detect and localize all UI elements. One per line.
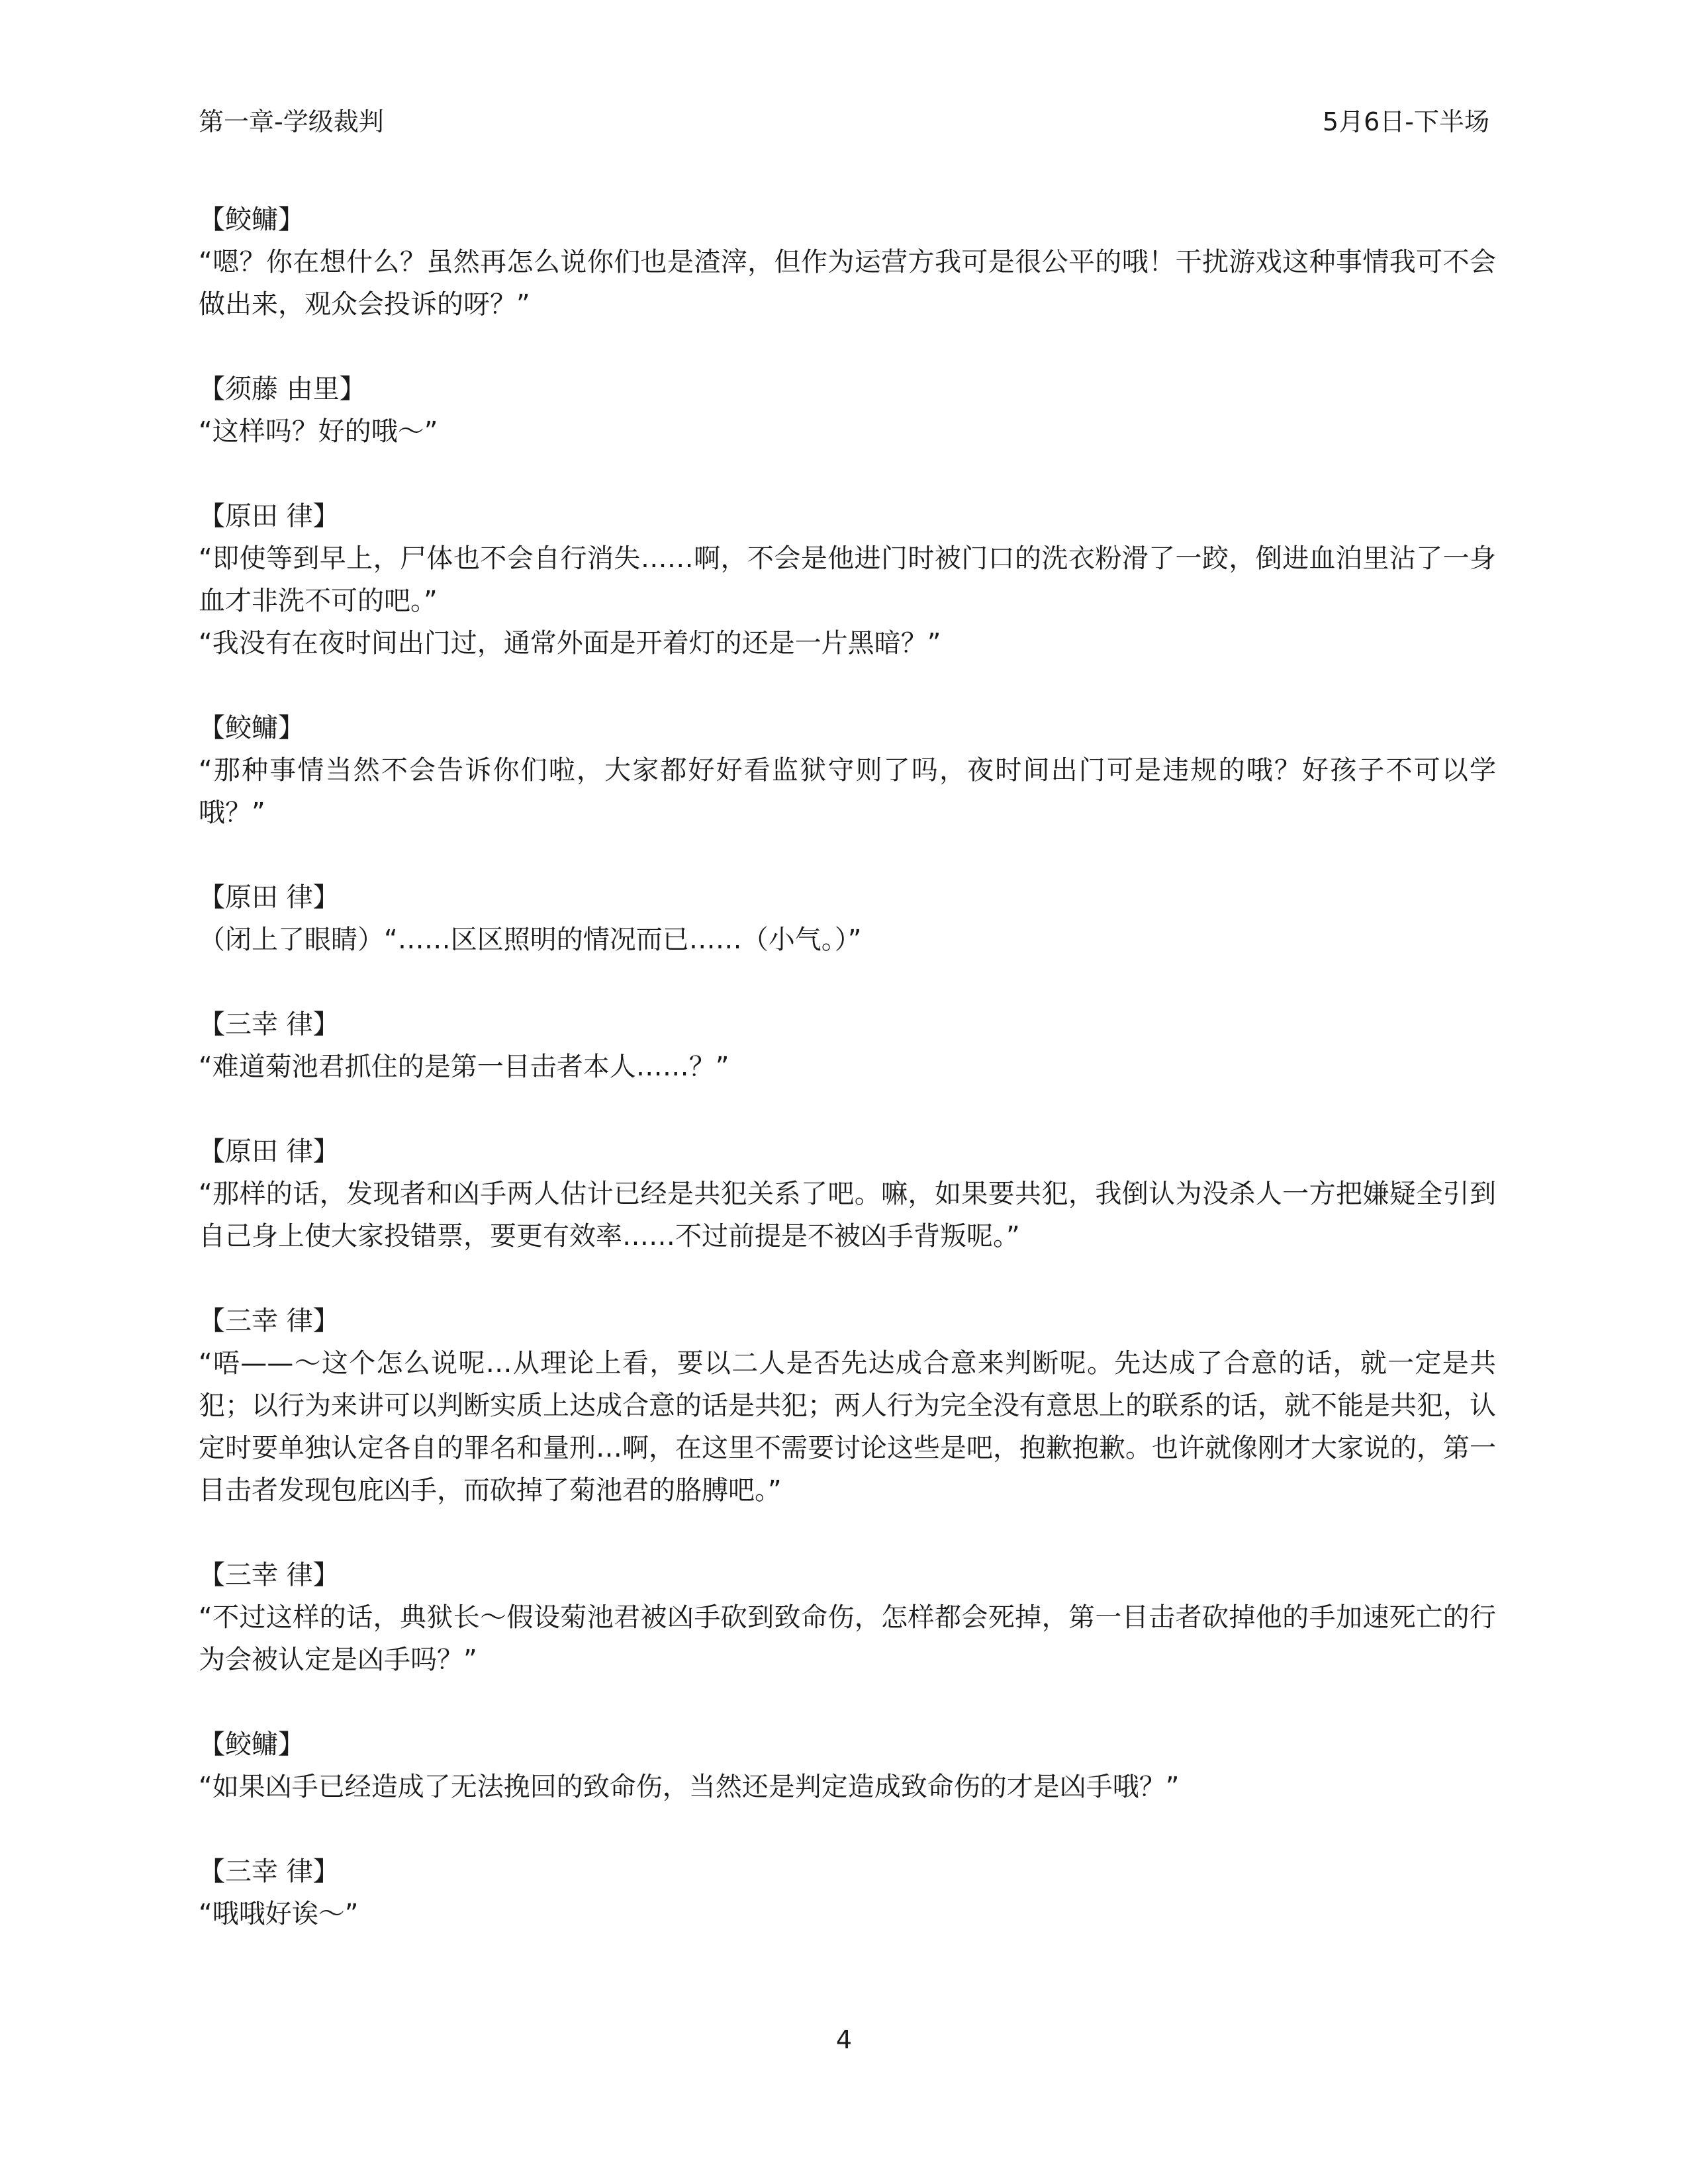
dialogue-line: “哦哦好诶～” bbox=[199, 1899, 359, 1929]
dialogue-line: “嗯？你在想什么？虽然再怎么说你们也是渣滓，但作为运营方我可是很公平的哦！干扰游戏这种事情我可不会做出来，观众会投诉的呀？” bbox=[199, 247, 1496, 320]
chapter-title: 第一章-学级裁判 bbox=[199, 107, 384, 136]
speaker-name: 【原田 律】 bbox=[199, 1136, 340, 1167]
speaker-name: 【鲛鳙】 bbox=[199, 205, 305, 235]
speaker-name: 【三幸 律】 bbox=[199, 1560, 340, 1590]
session-date: 5月6日-下半场 bbox=[1322, 107, 1489, 136]
dialogue-line: “即使等到早上，尸体也不会自行消失……啊，不会是他进门时被门口的洗衣粉滑了一跤，倒进血泊里沾了一身血才非洗不可的吧。” bbox=[199, 543, 1496, 616]
speaker-name: 【原田 律】 bbox=[199, 501, 340, 531]
dialogue-content bbox=[199, 199, 1496, 1978]
dialogue-block bbox=[199, 495, 1496, 664]
dialogue-line: “难道菊池君抓住的是第一目击者本人……？” bbox=[199, 1052, 729, 1082]
dialogue-block bbox=[199, 1850, 1496, 1935]
dialogue-line: “那种事情当然不会告诉你们啦，大家都好好看监狱守则了吗，夜时间出门可是违规的哦？好孩子不可以学哦？” bbox=[199, 755, 1496, 828]
dialogue-block bbox=[199, 1554, 1496, 1681]
dialogue-line: “唔——～这个怎么说呢…从理论上看，要以二人是否先达成合意来判断呢。先达成了合意的话，就一定是共犯；以行为来讲可以判断实质上达成合意的话是共犯；两人行为完全没有意思上的联系的话，就不能是共犯，认定时要单独认定各自的罪名和量刑…啊，在这里不需要讨论这些是吧，抱歉抱歉。也许就像刚才大家说的，第一目击者发现包庇凶手，而砍掉了菊池君的胳膊吧。” bbox=[199, 1348, 1496, 1506]
speaker-name: 【鲛鳙】 bbox=[199, 1729, 305, 1760]
dialogue-line: （闭上了眼睛）“……区区照明的情况而已……（小气。）” bbox=[199, 925, 862, 955]
speaker-name: 【原田 律】 bbox=[199, 882, 340, 913]
page-header bbox=[199, 99, 1489, 139]
page-number: 4 bbox=[835, 2025, 853, 2054]
dialogue-block bbox=[199, 876, 1496, 961]
speaker-name: 【鲛鳙】 bbox=[199, 713, 305, 743]
dialogue-line: “这样吗？好的哦～” bbox=[199, 416, 438, 447]
dialogue-block bbox=[199, 1130, 1496, 1257]
dialogue-line: “不过这样的话，典狱长～假设菊池君被凶手砍到致命伤，怎样都会死掉，第一目击者砍掉他的手加速死亡的行为会被认定是凶手吗？” bbox=[199, 1602, 1496, 1675]
dialogue-block bbox=[199, 1003, 1496, 1088]
dialogue-block bbox=[199, 1300, 1496, 1512]
speaker-name: 【须藤 由里】 bbox=[199, 374, 366, 404]
speaker-name: 【三幸 律】 bbox=[199, 1306, 340, 1336]
speaker-name: 【三幸 律】 bbox=[199, 1009, 340, 1040]
speaker-name: 【三幸 律】 bbox=[199, 1856, 340, 1887]
dialogue-block bbox=[199, 199, 1496, 326]
dialogue-block bbox=[199, 368, 1496, 453]
dialogue-block bbox=[199, 707, 1496, 834]
dialogue-block bbox=[199, 1723, 1496, 1808]
dialogue-line: “如果凶手已经造成了无法挽回的致命伤，当然还是判定造成致命伤的才是凶手哦？” bbox=[199, 1772, 1180, 1802]
dialogue-line: “我没有在夜时间出门过，通常外面是开着灯的还是一片黑暗？” bbox=[199, 628, 941, 659]
dialogue-line: “那样的话，发现者和凶手两人估计已经是共犯关系了吧。嘛，如果要共犯，我倒认为没杀人一方把嫌疑全引到自己身上使大家投错票，要更有效率……不过前提是不被凶手背叛呢。” bbox=[199, 1179, 1496, 1251]
